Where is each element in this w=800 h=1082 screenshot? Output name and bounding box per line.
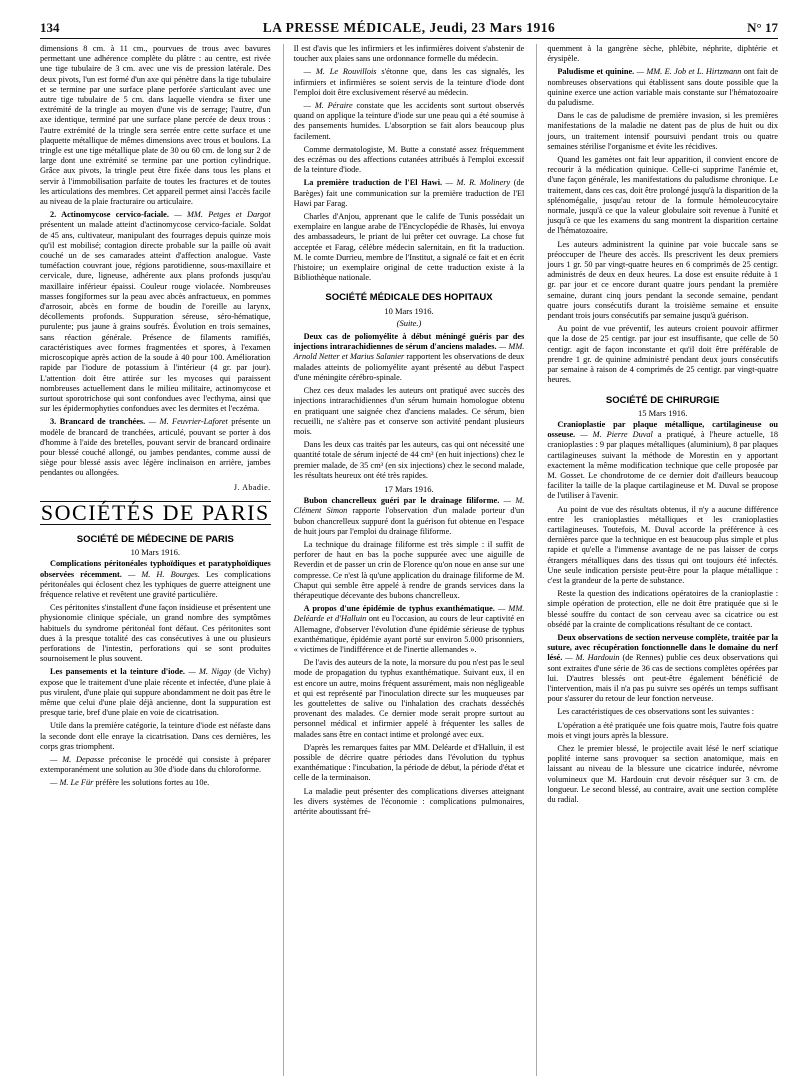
session-date: 15 Mars 1916. xyxy=(638,407,688,418)
paragraph xyxy=(294,332,525,383)
item-authors: — MM. Arnold Netter et Marius Salanier xyxy=(293,342,525,362)
paragraph: Au point de vue des résultats obtenus, il n'y a aucune différence entre les cranioplasties métalliques et les cranioplasties cartilagineuses. Toutefois, M. Duval accorde la préférence à ces dernières parce que la technique en est beaucoup plus simple et plus rapide et qu'elle a l'immense avantage de ne pas laisser de corps étrangers métalliques dans des tissus qui ont toujours été infectés. Une seule indication persiste peut-être pour la plaque métallique : c'est la grandeur de la perte de substance. xyxy=(547,504,779,585)
paragraph xyxy=(294,178,525,209)
item-authors: — MM. E. Job et L. Hirtzmann xyxy=(636,67,742,77)
paragraph xyxy=(40,667,271,718)
issue-number: N° 17 xyxy=(747,20,778,35)
item-text: (de Barèges) fait une communication sur la première traduction de l'El Hawi par Farag. xyxy=(293,178,525,208)
signature: J. Abadie. xyxy=(233,482,271,492)
item-authors: — M. Le Für xyxy=(50,778,94,788)
item-text: préconise le procédé qui consiste à préparer extemporanément une solution au 30e d'iode dans du chloroforme. xyxy=(40,755,271,775)
item-text: Les complications péritonéales qui éclosent chez les typhiques de guerre atteignent une fréquence relative et revêtent une gravité particulière. xyxy=(40,569,271,599)
society-title: SOCIÉTÉ MÉDICALE DES HOPITAUX xyxy=(325,292,493,304)
paragraph: Au point de vue préventif, les auteurs croient pouvoir affirmer que la dose de 25 centigr. par jour est insuffisante, que celle de 50 centigr. agit de façon inconstante et qu'il doit être préférable de prendre 1 gr. de quinine administré pendant deux jours consécutifs par semaine à raison de 4 comprimés de 25 centigr. par vingt-quatre heures. xyxy=(547,324,779,385)
paragraph xyxy=(294,604,525,655)
paragraph xyxy=(40,210,271,414)
journal-title: LA PRESSE MÉDICALE, Jeudi, 23 Mars 1916 xyxy=(262,20,556,35)
item-authors: — M. Péraire xyxy=(303,101,353,111)
item-authors: — M. Feuvrier-Laforet xyxy=(148,417,228,427)
paragraph: Les caractéristiques de ces observations sont les suivantes : xyxy=(557,707,755,717)
page-number: 134 xyxy=(40,20,60,35)
item-authors: — MM. Deléarde et d'Halluin xyxy=(293,604,525,624)
paragraph: Ces péritonites s'installent d'une façon insidieuse et présentent une physionomie clinique spéciale, un grand nombre des symptômes habituels du syndrome péritonéal font défaut. Ces péritonites sont dues à la presque totalité des cas consécutives à une ou plusieurs perforations de l'intestin, perforations qui se sont produites sournoisement le plus souvent. xyxy=(40,603,271,664)
paragraph: Utile dans la première catégorie, la teinture d'iode est néfaste dans la seconde dont elle enraye la cicatrisation. Dans ces dernières, les corps gras triomphent. xyxy=(40,721,271,751)
paragraph xyxy=(40,559,271,600)
paragraph xyxy=(294,67,525,98)
paragraph: La technique du drainage filiforme est très simple : il suffit de perforer de haut en bas la poche suppurée avec une aiguille de Reverdin et de passer un crin de Florence qu'on noue en anse sur une compresse. Ce n'est là qu'une application du drainage filiforme de M. Chaput qui semble être appelé à rendre de grands services dans la thérapeutique décevante des bubons chancrelleux. xyxy=(293,539,525,600)
society-title: SOCIÉTÉ DE MÉDECINE DE PARIS xyxy=(76,533,234,545)
item-authors: — M. Le Rouvillois xyxy=(303,67,377,77)
item-authors: — M. Hardouin xyxy=(565,653,620,663)
item-authors: — M. Clément Simon xyxy=(293,496,525,516)
item-text: présentent un malade atteint d'actinomycose cervico-faciale. Soldat de 45 ans, cultivateur, manipulant des fourrages depuis quinze mois qu'il est mobilisé; contagion directe probable sur la paille où avait couché un de ses camarades atteint d'affection analogue. Vaste tuméfaction couvrant joue, régions parotidienne, sous-maxillaire et cervicale, dure, ligneuse, adhérente aux plans profonds jusqu'au maxillaire inférieur épaissi. Couleur rouge violacée. Nombreuses masses fongiformes sur la peau avec abcès anfractueux, en pommes d'arrosoir, abcès en forme de boudin de l'oreille au larynx, décollements profonds. Suppuration séreuse, séro-hématique, purulente; pus jaune à grains soufrés. Évolution en trois semaines, sans réaction générale. Présence de filaments ramifiés, caractéristiques avec formes fragmentées et spores, à l'examen microscopique après action de la soude à 40 pour 100. Amélioration rapide par l'iodure de potassium à l'intérieur (4 gr. par jour). L'attention doit être attirée sur les mycoses qui paraissent nombreuses actuellement dans le milieu militaire, actinomycose et surtout sporotrichose qui sont confondues avec l'ecthyma, ainsi que sur les épidermophyties confondues avec les dermites et l'eczéma. xyxy=(40,220,271,414)
paragraph: Dans le cas de paludisme de première invasion, si les premières manifestations de la maladie ne datent pas de plus de huit ou dix jours, un traitement intensif poursuivi pendant trois ou quatre semaines stérilise l'organisme et évite les récidives. xyxy=(547,111,779,151)
item-heading: Paludisme et quinine. xyxy=(557,67,635,77)
item-heading: 3. Brancard de tranchées. xyxy=(50,417,146,427)
section-banner: SOCIÉTÉS DE PARIS xyxy=(40,499,270,525)
item-text: ont eu l'occasion, au cours de leur captivité en Allemagne, d'observer l'évolution d'une épidémie sérieuse de typhus exanthématique, épidémie ayant porté sur environ 5.000 prisonniers, « victimes de l'indifférence et de l'inertie allemandes ». xyxy=(293,614,525,654)
paragraph xyxy=(547,67,778,108)
paragraph: Quand les gamètes ont fait leur apparition, il convient encore de recourir à la médication quinique. Celle-ci supprime l'anémie et, d'une façon générale, les manifestations du paludisme chronique. Le traitement, dans ces cas, doit être prolongé jusqu'à la disparition de la splénomégalie, jusqu'au retour de la formule hémoleucocytaire normale, jusqu'à ce que la valeur globulaire soit revenue à l'unité et jusqu'à ce que les examens du sang montrent la disparition certaine de l'hématozoaire. xyxy=(547,155,779,236)
item-heading: Deux observations de section nerveuse complète, traitée par la suture, avec récupération fonctionnelle dans le domaine du nerf lésé. xyxy=(547,632,779,663)
paragraph: Il est d'avis que les infirmiers et les infirmières doivent s'abstenir de toucher aux plaies sans une ordonnance formelle du médecin. xyxy=(293,44,525,64)
column-2 xyxy=(283,44,525,1076)
item-text: ont fait de nombreuses observations qui établissent sans doute possible que la quinine exerce une action variable mais constante sur l'hématozoaire du paludisme. xyxy=(547,67,779,108)
item-heading: 2. Actinomycose cervico-faciale. xyxy=(50,210,169,220)
item-heading: Bubon chancrelleux guéri par le drainage filiforme. xyxy=(303,496,500,506)
item-authors: — MM. Petges et Dargot xyxy=(174,210,271,220)
paragraph xyxy=(40,755,271,775)
paragraph: Comme dermatologiste, M. Butte a constaté assez fréquemment des eczémas ou des affections cutanées attribués à l'emploi excessif de la teinture d'iode. xyxy=(293,144,525,175)
page-header xyxy=(40,20,778,39)
paragraph: Reste la question des indications opératoires de la cranioplastie : simple opération de protection, elle ne doit être pratiquée que si le blessé souffre du contact de son cerveau avec sa cicatrice ou est obsédé par la crainte de complications résultant de ce contact. xyxy=(547,589,779,629)
paragraph: Chez le premier blessé, le projectile avait lésé le nerf sciatique poplité interne sans provoquer sa section anatomique, mais en laissant au niveau de la blessure une cicatrice indurée, névrome volumineux que M. Hardouin crut devoir réséquer sur 3 cm. de longueur. Le second blessé, au contraire, avait une section complète du radial. xyxy=(547,744,779,805)
item-text: préfère les solutions fortes au 10e. xyxy=(95,778,210,788)
paragraph xyxy=(547,633,778,704)
session-date: 10 Mars 1916. xyxy=(130,547,181,558)
item-authors: — M. Nigay xyxy=(188,667,232,677)
paragraph: De l'avis des auteurs de la note, la morsure du pou n'est pas le seul mode de propagation du typhus exanthématique. Suivant eux, il en est encore un autre, moins fréquent assurément, mais non négligeable et qui est représenté par l'inoculation directe sur les muqueuses par les gouttelettes de salive ou l'inhalation des crachats desséchés provenant des malades. Ce dernier mode serait propre surtout au personnel médical et infirmier appelé à fréquenter les salles de malades sans être en contact intime et prolongé avec eux. xyxy=(293,658,525,739)
item-heading: Cranioplastie par plaque métallique, cartilagineuse ou osseuse. xyxy=(547,419,779,440)
item-text: présente un modèle de brancard de tranchées, articulé, pouvant se porter à dos d'homme à l'aide des bretelles, pouvant servir de brancard ordinaire pour blessé couché allongé, ou jambes pendantes, comme aussi de siège pour blessé assis avec légère inclinaison en arrière, jambes pendantes ou allongées. xyxy=(40,417,271,478)
paragraph xyxy=(40,778,271,788)
continued-label: (Suite.) xyxy=(396,317,422,328)
item-authors: — M. H. Bourges. xyxy=(127,569,200,579)
session-date: 17 Mars 1916. xyxy=(384,483,434,494)
item-text: rapporte l'observation d'un malade porteur d'un bubon chancrelleux suppuré dont la guérison fut obtenue en l'espace de huit jours par l'emploi du drainage filiforme. xyxy=(293,506,525,536)
paragraph: La maladie peut présenter des complications diverses atteignant les divers systèmes de l'économie : complications pulmonaires, artérite aboutissant fré- xyxy=(293,786,525,817)
item-text: a pratiqué, à l'heure actuelle, 18 cranioplasties : 9 par plaques métalliques (aluminium), 8 par plaques cartilagineuses suivant la méthode de Morestin en y apportant exactement la même modification technique que celle proposée par M. Gosset. Le chondrotome de ce dernier doit d'ailleurs beaucoup faciliter la taille de la plaque cartilagineuse et M. Duval se propose de l'utiliser à l'avenir. xyxy=(547,430,779,501)
article-columns xyxy=(40,44,778,1076)
item-authors: — M. R. Molinery xyxy=(445,178,511,188)
paragraph: Chez ces deux malades les auteurs ont pratiqué avec succès des injections intrarachidiennes d'un sérum humain homologue obtenu en pratiquant une saignée chez d'anciens malades. Ce sérum, bien recueilli, ne s'altère pas et conserve son activité pendant plusieurs mois. xyxy=(293,386,525,436)
paragraph: Charles d'Anjou, apprenant que le calife de Tunis possédait un exemplaire en langue arabe de l'Encyclopédie de Rhasès, lui envoya des ambassadeurs, le priant de lui prêter cet ouvrage. La chose fut acceptée et Farag, célèbre médecin salernitain, en fit la traduction. M. le comte Durrieu, membre de l'Institut, a signalé ce fait et en écrit l'histoire; un exemplaire original de cette traduction existe à la Bibliothèque nationale. xyxy=(293,212,525,283)
paragraph: L'opération a été pratiquée une fois quatre mois, l'autre fois quatre mois et vingt jours après la blessure. xyxy=(547,720,779,740)
paragraph xyxy=(294,496,525,537)
item-heading: Les pansements et la teinture d'iode. xyxy=(50,667,186,677)
item-authors: — M. Pierre Duval xyxy=(580,430,653,440)
item-text: s'étonne que, dans les cas signalés, les infirmiers et infirmières se soient servis de la teinture d'iode dont l'emploi doit être exclusivement réservé au médecin. xyxy=(293,67,525,97)
item-heading: Complications péritonéales typhoïdiques et paratyphoïdiques observées récemment. xyxy=(40,559,271,579)
paragraph xyxy=(40,417,271,478)
paragraph xyxy=(547,420,778,502)
society-title: SOCIÉTÉ DE CHIRURGIE xyxy=(605,394,720,406)
item-text: constate que les accidents sont surtout observés quand on applique la teinture d'iode sur une peau qui a été soumise à des pansements humides. L'absorption se fait alors beaucoup plus facilement. xyxy=(293,101,525,141)
session-date: 10 Mars 1916. xyxy=(384,305,434,316)
item-text: (de Rennes) publie ces deux observations qui sont extraites d'une série de 36 cas de sections complètes opérées par lui. D'autres blessés ont peut-être également bénéficié de l'intervention, mais il n'a pas pu suivre ses opérés un temps suffisant pour s'assurer du retour de leur fonction nerveuse. xyxy=(547,653,779,704)
column-1 xyxy=(40,44,271,1076)
paragraph: dimensions 8 cm. à 11 cm., pourvues de trous avec bavures permettant une adhérence complète du plâtre : au centre, est rivée une tige tubulaire de 3 cm. avec une vis de pression latérale. Des deux pivots, l'un est formé d'un axe qui pénètre dans la tige tubulaire et se termine par une surface plane perforée s'articulant avec une autre tige tubulaire de 5 cm. dans laquelle viendra se fixer une extrémité de la tringle au moyen d'une vis de serrage; l'autre, d'un axe identique, terminé par une surface plane percée de deux trous : l'autre extrémité de la tringle sera serrée entre cette surface et une plaquette métallique de mêmes dimensions avec trous et boulons. La tringle est une tige métallique plate de 30 ou 60 cm. de long sur 2 de large dont une extrémité se termine par une portion cylindrique. Grâce aux pivots, la tringle peut être fixée dans tous les plans et servir à l'immobilisation parfaite de toutes les fractures et de toutes les articulations des membres. Cet appareil permet ainsi l'accès facile au niveau de la plaie fracturaire ou articulaire. xyxy=(40,44,271,207)
item-heading: La première traduction de l'El Hawi. xyxy=(303,178,443,188)
item-heading: A propos d'une épidémie de typhus exanthématique. xyxy=(303,604,495,614)
paragraph: quemment à la gangrène sèche, phlébite, néphrite, diphtérie et érysipèle. xyxy=(547,44,779,64)
paragraph xyxy=(294,101,525,142)
item-authors: — M. Depasse xyxy=(50,755,105,764)
paragraph: D'après les remarques faites par MM. Deléarde et d'Halluin, il est possible de décrire quatre périodes dans l'évolution du typhus exanthématique : l'incubation, la période de début, la période d'état et celle de la terminaison. xyxy=(293,742,525,783)
item-text: rapportent les observations de deux malades atteints de poliomyélite ayant présenté au début l'aspect d'une méningite cérébro-spinale. xyxy=(293,352,525,382)
column-3 xyxy=(536,44,778,1076)
item-heading: Deux cas de poliomyélite à début méningé guéris par des injections intrarachidiennes de sérum d'anciens malades. xyxy=(293,332,525,352)
item-text: (de Vichy) expose que le traitement d'une plaie récente et infectée, d'une plaie à pus virulent, d'une plaie qui suppure abondamment ne doit pas être le même que celui d'une plaie déjà ancienne, dont la suppuration est presque tarie, bref d'une plaie en voie de cicatrisation. xyxy=(40,667,271,718)
paragraph: Dans les deux cas traités par les auteurs, cas qui ont nécessité une quantité totale de sérum injecté de 44 cm³ (en huit injections) chez le premier malade, de 35 cm³ (en six injections) chez le second malade, les résultats heureux ont été très rapides. xyxy=(293,440,525,480)
paragraph: Les auteurs administrent la quinine par voie buccale sans se préoccuper de l'heure des accès. Ils prescrivent les deux premiers jours 1 gr. 50 par vingt-quatre heures en 6 comprimés de 25 centigr. administrés de deux en deux heures. La dose est ensuite réduite à 1 gr. par jour et ce encore durant quatre jours pendant la première semaine, durant cinq jours pendant la seconde semaine, pendant quatre jours consécutifs durant la troisième semaine et ensuite pendant trois jours consécutifs par semaine jusqu'à guérison. xyxy=(547,239,779,321)
